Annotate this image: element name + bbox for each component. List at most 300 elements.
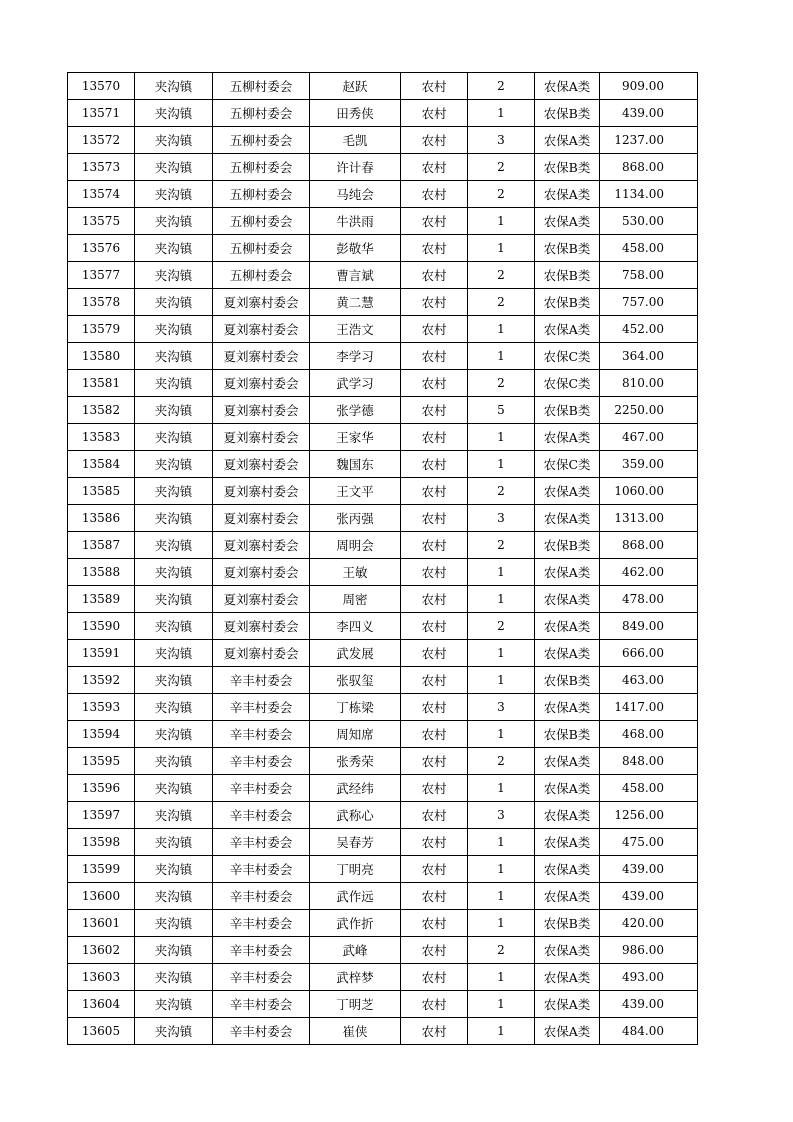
village-committee-cell: 辛丰村委会 — [213, 937, 310, 964]
name-cell: 武发展 — [310, 640, 401, 667]
table-body — [68, 73, 698, 1045]
table-row — [68, 937, 698, 964]
name-cell: 魏国东 — [310, 451, 401, 478]
record-id-cell: 13588 — [68, 559, 135, 586]
insurance-category-cell: 农保A类 — [535, 748, 600, 775]
records-table — [67, 72, 698, 1045]
amount-cell: 475.00 — [600, 829, 698, 856]
name-cell: 田秀侠 — [310, 100, 401, 127]
amount-cell: 478.00 — [600, 586, 698, 613]
town-cell: 夹沟镇 — [135, 451, 213, 478]
area-type-cell: 农村 — [401, 748, 468, 775]
insurance-category-cell: 农保A类 — [535, 613, 600, 640]
household-count-cell: 2 — [468, 73, 535, 100]
household-count-cell: 1 — [468, 343, 535, 370]
area-type-cell: 农村 — [401, 154, 468, 181]
table-row — [68, 262, 698, 289]
record-id-cell: 13596 — [68, 775, 135, 802]
insurance-category-cell: 农保B类 — [535, 262, 600, 289]
household-count-cell: 2 — [468, 154, 535, 181]
name-cell: 彭敬华 — [310, 235, 401, 262]
household-count-cell: 1 — [468, 910, 535, 937]
insurance-category-cell: 农保B类 — [535, 910, 600, 937]
area-type-cell: 农村 — [401, 451, 468, 478]
village-committee-cell: 五柳村委会 — [213, 262, 310, 289]
record-id-cell: 13601 — [68, 910, 135, 937]
amount-cell: 1060.00 — [600, 478, 698, 505]
area-type-cell: 农村 — [401, 775, 468, 802]
insurance-category-cell: 农保A类 — [535, 586, 600, 613]
table-row — [68, 559, 698, 586]
town-cell: 夹沟镇 — [135, 829, 213, 856]
table-row — [68, 1018, 698, 1045]
table-row — [68, 667, 698, 694]
amount-cell: 439.00 — [600, 100, 698, 127]
name-cell: 吴春芳 — [310, 829, 401, 856]
record-id-cell: 13577 — [68, 262, 135, 289]
insurance-category-cell: 农保B类 — [535, 721, 600, 748]
record-id-cell: 13591 — [68, 640, 135, 667]
insurance-category-cell: 农保A类 — [535, 937, 600, 964]
town-cell: 夹沟镇 — [135, 181, 213, 208]
table-row — [68, 154, 698, 181]
household-count-cell: 5 — [468, 397, 535, 424]
village-committee-cell: 辛丰村委会 — [213, 964, 310, 991]
table-row — [68, 775, 698, 802]
name-cell: 武梓梦 — [310, 964, 401, 991]
amount-cell: 758.00 — [600, 262, 698, 289]
area-type-cell: 农村 — [401, 1018, 468, 1045]
household-count-cell: 1 — [468, 586, 535, 613]
town-cell: 夹沟镇 — [135, 316, 213, 343]
insurance-category-cell: 农保B类 — [535, 532, 600, 559]
insurance-category-cell: 农保A类 — [535, 559, 600, 586]
household-count-cell: 3 — [468, 694, 535, 721]
town-cell: 夹沟镇 — [135, 802, 213, 829]
household-count-cell: 1 — [468, 856, 535, 883]
town-cell: 夹沟镇 — [135, 640, 213, 667]
table-row — [68, 721, 698, 748]
amount-cell: 986.00 — [600, 937, 698, 964]
insurance-category-cell: 农保B类 — [535, 397, 600, 424]
amount-cell: 439.00 — [600, 991, 698, 1018]
village-committee-cell: 辛丰村委会 — [213, 856, 310, 883]
record-id-cell: 13589 — [68, 586, 135, 613]
village-committee-cell: 五柳村委会 — [213, 100, 310, 127]
area-type-cell: 农村 — [401, 181, 468, 208]
record-id-cell: 13598 — [68, 829, 135, 856]
area-type-cell: 农村 — [401, 316, 468, 343]
town-cell: 夹沟镇 — [135, 937, 213, 964]
name-cell: 曹言斌 — [310, 262, 401, 289]
insurance-category-cell: 农保A类 — [535, 478, 600, 505]
record-id-cell: 13586 — [68, 505, 135, 532]
name-cell: 李学习 — [310, 343, 401, 370]
household-count-cell: 1 — [468, 559, 535, 586]
insurance-category-cell: 农保A类 — [535, 316, 600, 343]
table-row — [68, 802, 698, 829]
town-cell: 夹沟镇 — [135, 478, 213, 505]
amount-cell: 468.00 — [600, 721, 698, 748]
name-cell: 张驭玺 — [310, 667, 401, 694]
record-id-cell: 13593 — [68, 694, 135, 721]
table-row — [68, 100, 698, 127]
household-count-cell: 1 — [468, 721, 535, 748]
village-committee-cell: 辛丰村委会 — [213, 775, 310, 802]
household-count-cell: 1 — [468, 1018, 535, 1045]
name-cell: 王浩文 — [310, 316, 401, 343]
record-id-cell: 13580 — [68, 343, 135, 370]
table-row — [68, 694, 698, 721]
household-count-cell: 1 — [468, 208, 535, 235]
record-id-cell: 13572 — [68, 127, 135, 154]
insurance-category-cell: 农保C类 — [535, 343, 600, 370]
village-committee-cell: 辛丰村委会 — [213, 721, 310, 748]
amount-cell: 848.00 — [600, 748, 698, 775]
household-count-cell: 2 — [468, 937, 535, 964]
town-cell: 夹沟镇 — [135, 424, 213, 451]
amount-cell: 530.00 — [600, 208, 698, 235]
household-count-cell: 1 — [468, 991, 535, 1018]
household-count-cell: 2 — [468, 262, 535, 289]
area-type-cell: 农村 — [401, 883, 468, 910]
insurance-category-cell: 农保A类 — [535, 640, 600, 667]
area-type-cell: 农村 — [401, 424, 468, 451]
household-count-cell: 2 — [468, 289, 535, 316]
village-committee-cell: 五柳村委会 — [213, 208, 310, 235]
name-cell: 武作远 — [310, 883, 401, 910]
area-type-cell: 农村 — [401, 532, 468, 559]
name-cell: 丁明亮 — [310, 856, 401, 883]
household-count-cell: 3 — [468, 127, 535, 154]
amount-cell: 1313.00 — [600, 505, 698, 532]
area-type-cell: 农村 — [401, 100, 468, 127]
table-row — [68, 316, 698, 343]
village-committee-cell: 辛丰村委会 — [213, 694, 310, 721]
household-count-cell: 1 — [468, 451, 535, 478]
town-cell: 夹沟镇 — [135, 910, 213, 937]
name-cell: 周知席 — [310, 721, 401, 748]
amount-cell: 467.00 — [600, 424, 698, 451]
village-committee-cell: 五柳村委会 — [213, 154, 310, 181]
table-row — [68, 451, 698, 478]
amount-cell: 1237.00 — [600, 127, 698, 154]
name-cell: 武经纬 — [310, 775, 401, 802]
amount-cell: 1134.00 — [600, 181, 698, 208]
area-type-cell: 农村 — [401, 667, 468, 694]
town-cell: 夹沟镇 — [135, 964, 213, 991]
household-count-cell: 2 — [468, 370, 535, 397]
record-id-cell: 13590 — [68, 613, 135, 640]
amount-cell: 2250.00 — [600, 397, 698, 424]
village-committee-cell: 夏刘寨村委会 — [213, 640, 310, 667]
town-cell: 夹沟镇 — [135, 343, 213, 370]
area-type-cell: 农村 — [401, 829, 468, 856]
household-count-cell: 3 — [468, 505, 535, 532]
area-type-cell: 农村 — [401, 721, 468, 748]
village-committee-cell: 夏刘寨村委会 — [213, 343, 310, 370]
record-id-cell: 13603 — [68, 964, 135, 991]
insurance-category-cell: 农保A类 — [535, 181, 600, 208]
table-row — [68, 397, 698, 424]
insurance-category-cell: 农保A类 — [535, 883, 600, 910]
amount-cell: 439.00 — [600, 856, 698, 883]
table-row — [68, 343, 698, 370]
village-committee-cell: 夏刘寨村委会 — [213, 289, 310, 316]
amount-cell: 463.00 — [600, 667, 698, 694]
insurance-category-cell: 农保A类 — [535, 424, 600, 451]
table-row — [68, 208, 698, 235]
insurance-category-cell: 农保B类 — [535, 235, 600, 262]
record-id-cell: 13587 — [68, 532, 135, 559]
area-type-cell: 农村 — [401, 559, 468, 586]
name-cell: 牛洪雨 — [310, 208, 401, 235]
village-committee-cell: 辛丰村委会 — [213, 802, 310, 829]
amount-cell: 666.00 — [600, 640, 698, 667]
insurance-category-cell: 农保A类 — [535, 856, 600, 883]
household-count-cell: 2 — [468, 532, 535, 559]
record-id-cell: 13602 — [68, 937, 135, 964]
household-count-cell: 3 — [468, 802, 535, 829]
town-cell: 夹沟镇 — [135, 532, 213, 559]
village-committee-cell: 五柳村委会 — [213, 127, 310, 154]
record-id-cell: 13604 — [68, 991, 135, 1018]
table-row — [68, 73, 698, 100]
name-cell: 赵跃 — [310, 73, 401, 100]
village-committee-cell: 夏刘寨村委会 — [213, 451, 310, 478]
record-id-cell: 13571 — [68, 100, 135, 127]
amount-cell: 810.00 — [600, 370, 698, 397]
village-committee-cell: 五柳村委会 — [213, 235, 310, 262]
town-cell: 夹沟镇 — [135, 748, 213, 775]
name-cell: 周密 — [310, 586, 401, 613]
record-id-cell: 13584 — [68, 451, 135, 478]
amount-cell: 359.00 — [600, 451, 698, 478]
town-cell: 夹沟镇 — [135, 505, 213, 532]
record-id-cell: 13575 — [68, 208, 135, 235]
town-cell: 夹沟镇 — [135, 235, 213, 262]
record-id-cell: 13582 — [68, 397, 135, 424]
area-type-cell: 农村 — [401, 802, 468, 829]
insurance-category-cell: 农保B类 — [535, 100, 600, 127]
name-cell: 丁栋梁 — [310, 694, 401, 721]
name-cell: 张秀荣 — [310, 748, 401, 775]
amount-cell: 462.00 — [600, 559, 698, 586]
amount-cell: 439.00 — [600, 883, 698, 910]
name-cell: 武称心 — [310, 802, 401, 829]
table-row — [68, 505, 698, 532]
village-committee-cell: 夏刘寨村委会 — [213, 397, 310, 424]
name-cell: 许计春 — [310, 154, 401, 181]
name-cell: 毛凯 — [310, 127, 401, 154]
area-type-cell: 农村 — [401, 505, 468, 532]
town-cell: 夹沟镇 — [135, 613, 213, 640]
name-cell: 武学习 — [310, 370, 401, 397]
area-type-cell: 农村 — [401, 640, 468, 667]
town-cell: 夹沟镇 — [135, 883, 213, 910]
village-committee-cell: 夏刘寨村委会 — [213, 586, 310, 613]
area-type-cell: 农村 — [401, 397, 468, 424]
household-count-cell: 1 — [468, 424, 535, 451]
insurance-category-cell: 农保B类 — [535, 154, 600, 181]
village-committee-cell: 辛丰村委会 — [213, 748, 310, 775]
insurance-category-cell: 农保A类 — [535, 775, 600, 802]
record-id-cell: 13574 — [68, 181, 135, 208]
insurance-category-cell: 农保A类 — [535, 991, 600, 1018]
insurance-category-cell: 农保A类 — [535, 694, 600, 721]
town-cell: 夹沟镇 — [135, 856, 213, 883]
table-row — [68, 235, 698, 262]
household-count-cell: 1 — [468, 964, 535, 991]
name-cell: 周明会 — [310, 532, 401, 559]
name-cell: 王文平 — [310, 478, 401, 505]
record-id-cell: 13585 — [68, 478, 135, 505]
record-id-cell: 13576 — [68, 235, 135, 262]
insurance-category-cell: 农保A类 — [535, 1018, 600, 1045]
table-row — [68, 424, 698, 451]
record-id-cell: 13597 — [68, 802, 135, 829]
village-committee-cell: 辛丰村委会 — [213, 883, 310, 910]
household-count-cell: 1 — [468, 100, 535, 127]
record-id-cell: 13581 — [68, 370, 135, 397]
town-cell: 夹沟镇 — [135, 694, 213, 721]
town-cell: 夹沟镇 — [135, 397, 213, 424]
insurance-category-cell: 农保B类 — [535, 667, 600, 694]
household-count-cell: 2 — [468, 181, 535, 208]
insurance-category-cell: 农保A类 — [535, 127, 600, 154]
record-id-cell: 13594 — [68, 721, 135, 748]
household-count-cell: 1 — [468, 883, 535, 910]
table-row — [68, 532, 698, 559]
name-cell: 张丙强 — [310, 505, 401, 532]
amount-cell: 868.00 — [600, 154, 698, 181]
amount-cell: 849.00 — [600, 613, 698, 640]
insurance-category-cell: 农保A类 — [535, 802, 600, 829]
amount-cell: 868.00 — [600, 532, 698, 559]
amount-cell: 909.00 — [600, 73, 698, 100]
area-type-cell: 农村 — [401, 856, 468, 883]
record-id-cell: 13579 — [68, 316, 135, 343]
table-row — [68, 127, 698, 154]
area-type-cell: 农村 — [401, 586, 468, 613]
town-cell: 夹沟镇 — [135, 1018, 213, 1045]
table-row — [68, 856, 698, 883]
town-cell: 夹沟镇 — [135, 991, 213, 1018]
area-type-cell: 农村 — [401, 694, 468, 721]
insurance-category-cell: 农保A类 — [535, 208, 600, 235]
area-type-cell: 农村 — [401, 208, 468, 235]
table-row — [68, 829, 698, 856]
village-committee-cell: 辛丰村委会 — [213, 991, 310, 1018]
village-committee-cell: 夏刘寨村委会 — [213, 424, 310, 451]
town-cell: 夹沟镇 — [135, 100, 213, 127]
record-id-cell: 13573 — [68, 154, 135, 181]
insurance-category-cell: 农保C类 — [535, 370, 600, 397]
table-row — [68, 289, 698, 316]
area-type-cell: 农村 — [401, 910, 468, 937]
town-cell: 夹沟镇 — [135, 370, 213, 397]
household-count-cell: 2 — [468, 478, 535, 505]
name-cell: 张学德 — [310, 397, 401, 424]
village-committee-cell: 夏刘寨村委会 — [213, 316, 310, 343]
amount-cell: 484.00 — [600, 1018, 698, 1045]
table-row — [68, 910, 698, 937]
town-cell: 夹沟镇 — [135, 289, 213, 316]
name-cell: 武峰 — [310, 937, 401, 964]
town-cell: 夹沟镇 — [135, 127, 213, 154]
household-count-cell: 1 — [468, 775, 535, 802]
amount-cell: 420.00 — [600, 910, 698, 937]
village-committee-cell: 夏刘寨村委会 — [213, 370, 310, 397]
town-cell: 夹沟镇 — [135, 586, 213, 613]
amount-cell: 458.00 — [600, 235, 698, 262]
village-committee-cell: 夏刘寨村委会 — [213, 478, 310, 505]
area-type-cell: 农村 — [401, 613, 468, 640]
record-id-cell: 13599 — [68, 856, 135, 883]
area-type-cell: 农村 — [401, 343, 468, 370]
town-cell: 夹沟镇 — [135, 721, 213, 748]
household-count-cell: 1 — [468, 235, 535, 262]
area-type-cell: 农村 — [401, 235, 468, 262]
name-cell: 马纯会 — [310, 181, 401, 208]
insurance-category-cell: 农保A类 — [535, 73, 600, 100]
town-cell: 夹沟镇 — [135, 775, 213, 802]
area-type-cell: 农村 — [401, 127, 468, 154]
village-committee-cell: 夏刘寨村委会 — [213, 613, 310, 640]
table-row — [68, 964, 698, 991]
area-type-cell: 农村 — [401, 289, 468, 316]
household-count-cell: 1 — [468, 667, 535, 694]
amount-cell: 757.00 — [600, 289, 698, 316]
table-row — [68, 748, 698, 775]
insurance-category-cell: 农保A类 — [535, 964, 600, 991]
area-type-cell: 农村 — [401, 370, 468, 397]
amount-cell: 452.00 — [600, 316, 698, 343]
area-type-cell: 农村 — [401, 937, 468, 964]
household-count-cell: 2 — [468, 613, 535, 640]
village-committee-cell: 夏刘寨村委会 — [213, 532, 310, 559]
name-cell: 崔侠 — [310, 1018, 401, 1045]
town-cell: 夹沟镇 — [135, 667, 213, 694]
village-committee-cell: 辛丰村委会 — [213, 829, 310, 856]
record-id-cell: 13583 — [68, 424, 135, 451]
area-type-cell: 农村 — [401, 262, 468, 289]
household-count-cell: 1 — [468, 829, 535, 856]
amount-cell: 364.00 — [600, 343, 698, 370]
amount-cell: 1417.00 — [600, 694, 698, 721]
amount-cell: 458.00 — [600, 775, 698, 802]
table-row — [68, 478, 698, 505]
town-cell: 夹沟镇 — [135, 154, 213, 181]
village-committee-cell: 夏刘寨村委会 — [213, 505, 310, 532]
household-count-cell: 1 — [468, 316, 535, 343]
area-type-cell: 农村 — [401, 964, 468, 991]
area-type-cell: 农村 — [401, 478, 468, 505]
village-committee-cell: 辛丰村委会 — [213, 667, 310, 694]
table-row — [68, 640, 698, 667]
village-committee-cell: 辛丰村委会 — [213, 1018, 310, 1045]
insurance-category-cell: 农保A类 — [535, 829, 600, 856]
town-cell: 夹沟镇 — [135, 559, 213, 586]
town-cell: 夹沟镇 — [135, 208, 213, 235]
table-row — [68, 991, 698, 1018]
record-id-cell: 13595 — [68, 748, 135, 775]
household-count-cell: 1 — [468, 640, 535, 667]
town-cell: 夹沟镇 — [135, 73, 213, 100]
amount-cell: 1256.00 — [600, 802, 698, 829]
record-id-cell: 13600 — [68, 883, 135, 910]
name-cell: 黄二慧 — [310, 289, 401, 316]
